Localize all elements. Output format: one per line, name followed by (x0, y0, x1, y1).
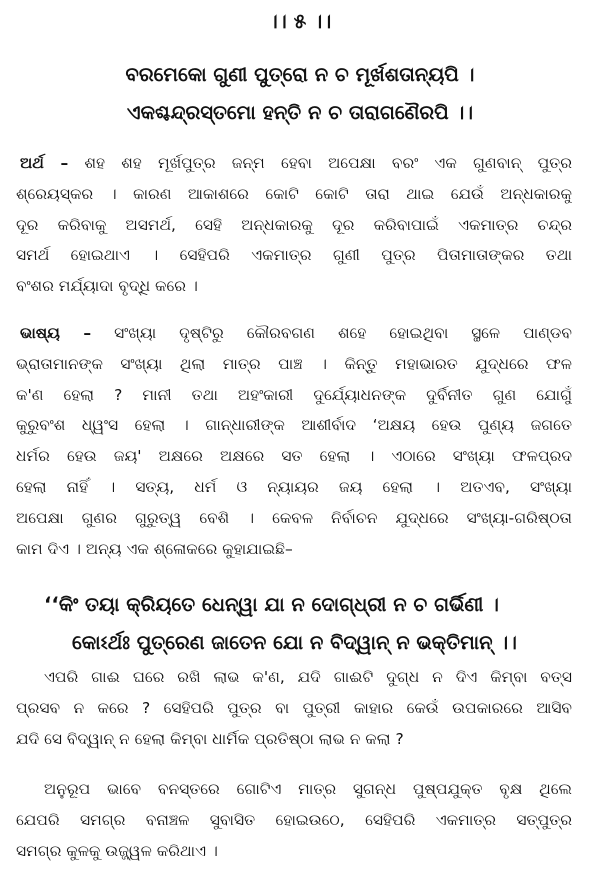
bhashya-line-7: ଅପେକ୍ଷା ଗୁଣର ଗୁରୁତ୍ୱ ବେଶି । କେବଳ ନିର୍ବାଚନ ଯୁଦ୍ଧରେ ସଂଖ୍ୟା-ଗରିଷ୍ଠତା (16, 508, 572, 527)
paragraph-d-line-1: ଅନୁରୂପ ଭାବେ ବନସ୍ତରେ ଗୋଟିଏ ମାତ୍ର ସୁଗନ୍ଧ ପୁଷ୍ପଯୁକ୍ତ ବୃକ୍ଷ ଥିଲେ (44, 780, 572, 798)
bhashya-line-3: କ'ଣ ହେଲା ? ମାନୀ ତଥା ଅହଂକାରୀ ଦୁର୍ଯ୍ୟୋଧନଙ୍କ ଦୁର୍ବିନୀତ ଗୁଣ ଯୋଗୁଁ (16, 385, 572, 404)
paragraph-c-line-3: ଯଦି ସେ ବିଦ୍ୱାନ୍ ନ ହେଲା କିମ୍ବା ଧାର୍ମିକ ପ୍ରତିଷ୍ଠା ଲାଭ ନ କଲା ? (16, 729, 404, 748)
paragraph-d-line-2: ଯେପରି ସମଗ୍ର ବନାଞ୍ଚଳ ସୁବାସିତ ହୋଇଉଠେ, ସେହିପରି ଏକମାତ୍ର ସତ୍‌ପୁତ୍ର (16, 810, 572, 829)
sanskrit-verse-1 (0, 56, 600, 132)
artha-paragraph (16, 148, 572, 302)
artha-line-4: ସମର୍ଥ ହୋଇଥାଏ । ସେହିପରି ଏକମାତ୍ର ଗୁଣୀ ପୁତ୍ର ପିତାମାତାଙ୍କର ତଥା (16, 246, 572, 265)
bhashya-line-2: ଭ୍ରାତାମାନଙ୍କ ସଂଖ୍ୟା ଥିଲା ମାତ୍ର ପାଞ୍ଚ । କିନ୍ତୁ ମହାଭାରତ ଯୁଦ୍ଧରେ ଫଳ (16, 354, 572, 373)
bhashya-label: ଭାଷ୍ୟ – (20, 324, 92, 342)
artha-line-3: ଦୂର କରିବାକୁ ଅସମର୍ଥ, ସେହି ଅନ୍ଧକାରକୁ ଦୂର କରିବାପାଇଁ ଏକମାତ୍ର ଚନ୍ଦ୍ର (16, 215, 572, 234)
bhashya-line-1 (16, 318, 572, 349)
verse-2-line-2: କୋଽର୍ଥଃ ପୁତ୍ରେଣ ଜାତେନ ଯୋ ନ ବିଦ୍ୱାନ୍ ନ ଭକ୍ତିମାନ୍ ।। (72, 631, 517, 654)
bhashya-line-1-text: ସଂଖ୍ୟା ଦୃଷ୍ଟିରୁ କୌରବଗଣ ଶହେ ହୋଇଥିବା ସ୍ଥଳେ ପାଣ୍ଡବ (91, 324, 572, 342)
bhashya-line-8: କାମ ଦିଏ । ଅନ୍ୟ ଏକ ଶ୍ଳୋକରେ କୁହାଯାଇଛି– (16, 539, 293, 558)
page-number: ।। ୫ ।। (268, 9, 332, 33)
artha-line-1 (16, 148, 572, 179)
artha-line-5: ବଂଶର ମର୍ଯ୍ୟାଦା ବୃଦ୍ଧି କରେ । (16, 277, 198, 296)
paragraph-c-line-1: ଏପରି ଗାଈ ଘରେ ରଖି ଲାଭ କ'ଣ, ଯଦି ଗାଈଟି ଦୁଗ୍ଧ ନ ଦିଏ କିମ୍ବା ବତ୍ସ (44, 668, 572, 686)
bhashya-line-5: ଧର୍ମର ହେଉ ଜୟ' ଅକ୍ଷରେ ଅକ୍ଷରେ ସତ ହେଲା । ଏଠାରେ ସଂଖ୍ୟା ଫଳପ୍ରଦ (16, 447, 572, 466)
conclusion-paragraph (16, 774, 572, 866)
artha-line-1-text: ଶହ ଶହ ମୂର୍ଖପୁତ୍ର ଜନ୍ମ ହେବା ଅପେକ୍ଷା ବରଂ ଏକ ଗୁଣବାନ୍ ପୁତ୍ର (68, 154, 572, 172)
verse-2-line-1: ‘‘କିଂ ତୟା କ୍ରିୟତେ ଧେନ୍ୱା ଯା ନ ଦୋଗ୍‌ଧ୍ରୀ ନ ଚ ଗର୍ଭିଣୀ । (44, 593, 499, 616)
artha-line-2: ଶ୍ରେୟସ୍କର । କାରଣ ଆକାଶରେ କୋଟି କୋଟି ତାରା ଥାଇ ଯେଉଁ ଅନ୍ଧକାରକୁ (16, 184, 572, 203)
bhashya-paragraph (16, 318, 572, 564)
bhashya-line-4: କୁରୁବଂଶ ଧ୍ୱଂସ ହେଲା । ଗାନ୍ଧାରୀଙ୍କ ଆଶୀର୍ବାଦ ‘ଅକ୍ଷୟ ହେଉ ପୁଣ୍ୟ ଜଗତେ (16, 416, 572, 435)
paragraph-c-line-2: ପ୍ରସବ ନ କରେ ? ସେହିପରି ପୁତ୍ର ବା ପୁତ୍ରୀ କାହାର କେଉଁ ଉପକାରରେ ଆସିବ (16, 698, 572, 717)
verse-1-line-2: ଏକଶ୍ଚନ୍ଦ୍ରସ୍ତମୋ ହନ୍ତି ନ ଚ ତାରାଗଣୈରପି ।। (126, 101, 474, 124)
verse-1-line-1: ବରମେକୋ ଗୁଣୀ ପୁତ୍ରୋ ନ ଚ ମୂର୍ଖଶତାନ୍ୟପି । (125, 63, 475, 86)
sanskrit-verse-2 (34, 586, 574, 662)
explanation-paragraph (16, 662, 572, 754)
artha-label: ଅର୍ଥ – (20, 154, 69, 172)
bhashya-line-6: ହେଲା ନାହିଁ । ସତ୍ୟ, ଧର୍ମ ଓ ନ୍ୟାୟର ଜୟ ହେଲା । ଅତଏବ, ସଂଖ୍ୟା (16, 477, 572, 496)
paragraph-d-line-3: ସମଗ୍ର କୁଳକୁ ଉଜ୍ଜ୍ୱଳ କରିଥାଏ । (16, 841, 218, 860)
